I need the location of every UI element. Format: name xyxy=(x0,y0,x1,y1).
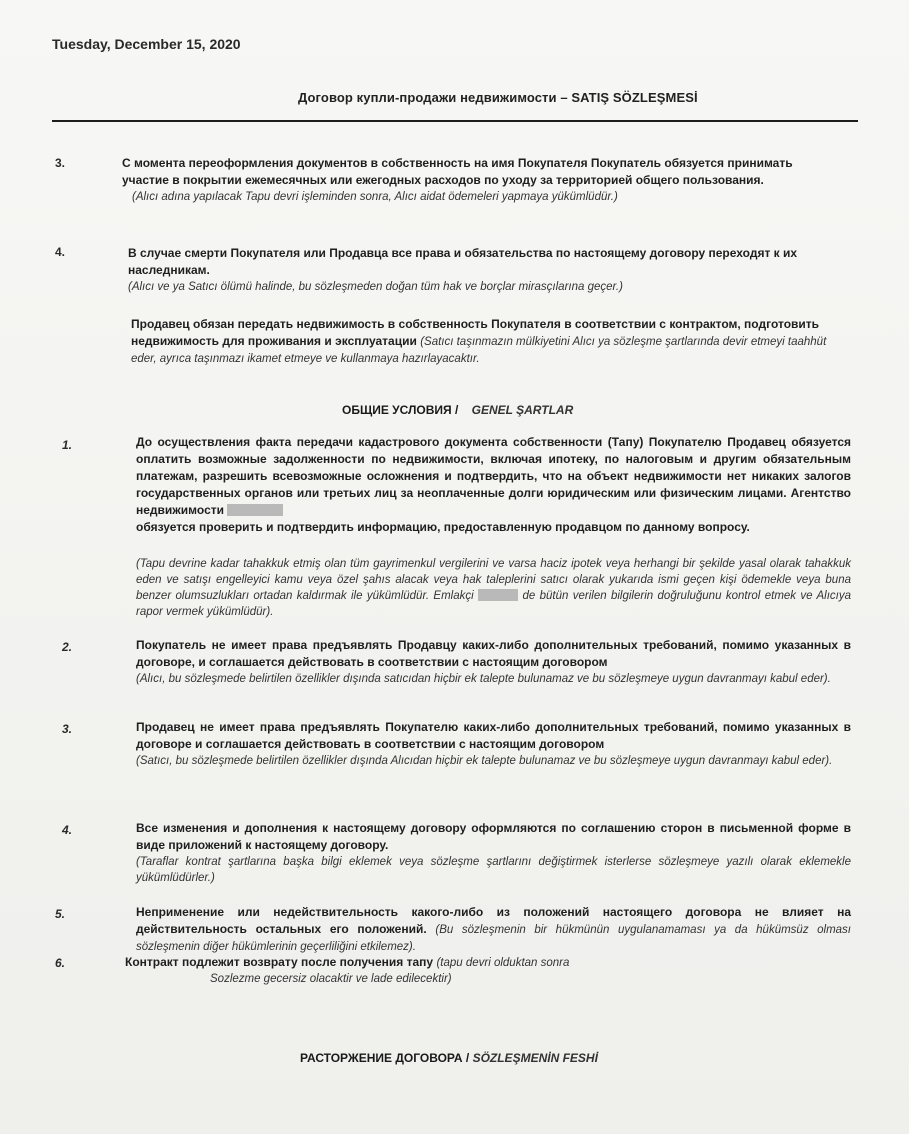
section-ru-text: С момента переоформления документов в собственность на имя Покупателя Покупатель обязуется принимать участие в покрытии ежемесячных или ежегодных расходов по уходу за территорией общего пользования. xyxy=(122,156,793,187)
heading-ru: РАСТОРЖЕНИЕ ДОГОВОРА / xyxy=(300,1051,470,1065)
section-number: 4. xyxy=(55,245,66,259)
general-item-3 xyxy=(136,719,851,769)
item-ru-text: До осуществления факта передачи кадастрового документа собственности (Тапу) Покупателю Продавец обязуется оплатить возможные задолженности по недвижимости, включая ипотеку, по налоговым и другим обязательным платежам, разрешить всевозможные осложнения и подтвердить, что на объект недвижимости нет никаких залогов государственных органов или третьих лиц за неоплаченные долги юридическим или физическим лицами. Агентство недвижимости xyxy=(136,435,851,517)
item-ru-text: Все изменения и дополнения к настоящему договору оформляются по соглашению сторон в письменной форме в виде приложений к настоящему договору. xyxy=(136,821,851,852)
section-tr-text: (Alıcı adına yapılacak Tapu devri işleminden sonra, Alıcı aidat ödemeleri yapmaya yükümlüdür.) xyxy=(132,191,618,203)
general-item-6 xyxy=(125,954,825,987)
document-date: Tuesday, December 15, 2020 xyxy=(52,36,241,52)
item-number: 2. xyxy=(62,640,73,654)
item-number: 5. xyxy=(55,907,66,921)
general-item-1-tr xyxy=(136,556,851,620)
item-ru-text-end: обязуется проверить и подтвердить информацию, предоставленную продавцом по данному вопросу. xyxy=(136,520,750,534)
item-tr-text: (Taraflar kontrat şartlarına başka bilgi eklemek veya sözleşme şartlarını değiştirmek isterlerse sözleşmeye yazılı olarak eklemekle yükümlüdürler.) xyxy=(136,856,851,884)
general-conditions-heading xyxy=(342,402,573,418)
item-tr-text: (Bu sözleşmenin bir hükmünün uygulanamaması ya da hükümsüz olması sözleşmenin diğer hükümlerinin geçerliliğini etkilemez). xyxy=(136,924,852,953)
redacted-block xyxy=(227,504,283,516)
heading-tr: GENEL ŞARTLAR xyxy=(471,403,574,417)
item-tr-text: (Satıcı, bu sözleşmede belirtilen özellikler dışında Alıcıdan hiçbir ek talepte bulunamaz ve bu sözleşmeye uygun davranmayı kabul eder). xyxy=(136,755,833,767)
section-tr-text: (Satıcı taşınmazın mülkiyetini Alıcı ya sözleşme şartlarında devir etmeyi taahhüt eder, ayrıca taşınmazı ikamet etmeye ve kullanmaya hazırlayacaktır. xyxy=(131,336,827,365)
item-tr-text: (Tapu devrine kadar tahakkuk etmiş olan tüm gayrimenkul vergilerini ve varsa haciz ipotek veya herhangi bir şekilde yasal olarak tahakkuk eden ve satışı engelleyici kamu veya özel şahıs alacak veya hak taleplerini satıcı olarak yukarıda ismi geçen kişi ödemekle veya buna benzer olumsuzlukları ortadan kaldırmak ile yükümlüdür. Emlakçi xyxy=(136,558,851,602)
item-number: 3. xyxy=(62,722,73,736)
section-3 xyxy=(122,155,827,205)
item-number: 6. xyxy=(55,956,66,970)
item-tr-text: (Alıcı, bu sözleşmede belirtilen özellikler dışında satıcıdan hiçbir ek talepte bulunamaz ve bu sözleşmeye uygun davranmayı kabul eder). xyxy=(136,673,831,685)
item-tr-text: (tapu devri olduktan sonra xyxy=(436,957,570,969)
item-ru-text: Продавец не имеет права предъявлять Покупателю каких-либо дополнительных требований, помимо указанных в договоре и соглашается действовать в соответствии с настоящим договором xyxy=(136,720,851,751)
section-tr-text: (Alıcı ve ya Satıcı ölümü halinde, bu sözleşmeden doğan tüm hak ve borçlar mirasçılarına geçer.) xyxy=(128,281,623,293)
item-tr-text-line2: Sozlezme gecersiz olacaktir ve lade edilecektir) xyxy=(210,973,452,985)
section-number: 3. xyxy=(55,156,66,170)
section-ru-text: В случае смерти Покупателя или Продавца все права и обязательства по настоящему договору переходят к их наследникам. xyxy=(128,246,798,277)
document-title: Договор купли-продажи недвижимости – SATIŞ SÖZLEŞMESİ xyxy=(298,90,698,105)
item-ru-text: Контракт подлежит возврату после получения тапу xyxy=(125,955,434,969)
redacted-block xyxy=(478,589,518,601)
section-ru-text: Продавец обязан передать недвижимость в собственность Покупателя в соответствии с контрактом, подготовить недвижимость для проживания и эксплуатации xyxy=(131,317,820,348)
general-item-4 xyxy=(136,820,851,886)
general-item-2 xyxy=(136,637,851,687)
item-number: 1. xyxy=(62,438,73,452)
item-ru-text: Неприменение или недействительность какого-либо из положений настоящего договора не влияет на действительность остальных его положений. xyxy=(136,905,851,936)
heading-ru: ОБЩИЕ УСЛОВИЯ / xyxy=(342,403,459,417)
item-number: 4. xyxy=(62,823,73,837)
item-ru-text: Покупатель не имеет права предъявлять Продавцу каких-либо дополнительных требований, помимо указанных в договоре, и соглашается действовать в соответствии с настоящим договором xyxy=(136,638,851,669)
item-tr-text-end: de bütün verilen bilgilerin doğruluğunu kontrol etmek ve Alıcıya rapor vermek yükümlüdür). xyxy=(136,590,852,618)
heading-tr: SÖZLEŞMENİN FESHİ xyxy=(472,1051,598,1065)
general-item-5 xyxy=(136,904,851,955)
seller-obligation-paragraph xyxy=(131,316,853,367)
general-item-1 xyxy=(136,434,851,536)
section-4 xyxy=(128,245,808,295)
header-divider xyxy=(52,120,858,122)
termination-heading xyxy=(300,1050,598,1066)
